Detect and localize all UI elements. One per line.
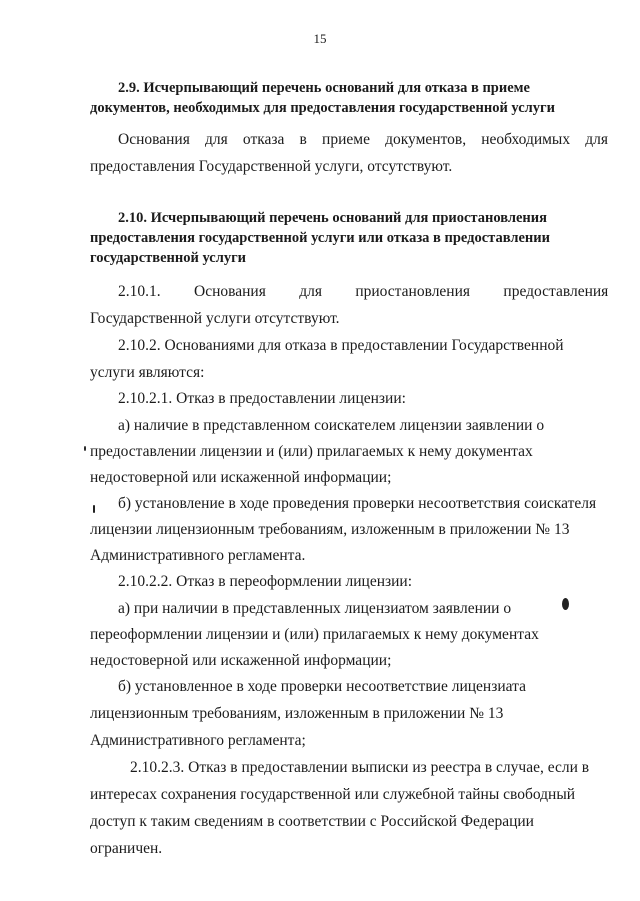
item-a-line-1: а) наличие в представленном соискателем лицензии заявлении о (118, 417, 545, 434)
ink-blot (562, 598, 569, 610)
paragraph-2-10-2-3-line-4: ограничен. (90, 840, 163, 857)
paragraph-2-9-line-1: Основания для отказа в приеме документов, необходимых для (118, 131, 609, 148)
item-b-line-2: лицензии лицензионным требованиям, изложенным в приложении № 13 (90, 521, 570, 538)
paragraph-2-10-1-line-2: Государственной услуги отсутствуют. (90, 310, 340, 327)
paragraph-2-10-2-1: 2.10.2.1. Отказ в предоставлении лицензии: (118, 390, 406, 407)
section-heading-2-10-line-2: предоставления государственной услуги или отказа в предоставлении (90, 230, 550, 246)
paragraph-2-10-1-line-1: 2.10.1. Основания для приостановления предоставления (118, 283, 609, 300)
paragraph-2-10-2-line-1: 2.10.2. Основаниями для отказа в предоставлении Государственной (118, 337, 564, 354)
ink-speck (93, 505, 95, 513)
heading-text: 2.9. Исчерпывающий перечень оснований для отказа в приеме (118, 80, 530, 96)
page-number: 15 (313, 31, 327, 46)
paragraph-2-9-line-2: предоставления Государственной услуги, отсутствуют. (90, 158, 453, 175)
paragraph-2-10-2-3-line-1: 2.10.2.3. Отказ в предоставлении выписки из реестра в случае, если в (130, 759, 590, 776)
section-heading-2-9-line-2: документов, необходимых для предоставления государственной услуги (90, 100, 555, 116)
item-a2-line-2: переоформлении лицензии и (или) прилагаемых к нему документах (90, 626, 539, 643)
item-b2-line-3: Административного регламента; (90, 732, 306, 749)
item-a-line-3: недостоверной или искаженной информации; (90, 469, 392, 486)
section-heading-2-10-line-3: государственной услуги (90, 250, 247, 266)
paragraph-2-10-2-3-line-3: доступ к таким сведениям в соответствии с Российской Федерации (90, 813, 534, 830)
paragraph-2-10-2-2: 2.10.2.2. Отказ в переоформлении лицензии: (118, 573, 413, 590)
item-a2-line-3: недостоверной или искаженной информации; (90, 652, 392, 669)
section-heading-2-9-line-1 (118, 78, 608, 98)
ink-speck (84, 446, 86, 451)
item-b-line-3: Административного регламента. (90, 547, 306, 564)
section-heading-2-10-line-1: 2.10. Исчерпывающий перечень оснований для приостановления (118, 210, 547, 226)
item-b2-line-2: лицензионным требованиям, изложенным в приложении № 13 (90, 705, 504, 722)
item-b-line-1: б) установление в ходе проведения проверки несоответствия соискателя (118, 495, 597, 512)
item-a2-line-1: а) при наличии в представленных лицензиатом заявлении о (118, 600, 512, 617)
paragraph-2-10-2-3-line-2: интересах сохранения государственной или служебной тайны свободный (90, 786, 576, 803)
item-a-line-2: предоставлении лицензии и (или) прилагаемых к нему документах (90, 443, 533, 460)
paragraph-2-10-2-line-2: услуги являются: (90, 364, 205, 381)
item-b2-line-1: б) установленное в ходе проверки несоответствие лицензиата (118, 678, 526, 695)
